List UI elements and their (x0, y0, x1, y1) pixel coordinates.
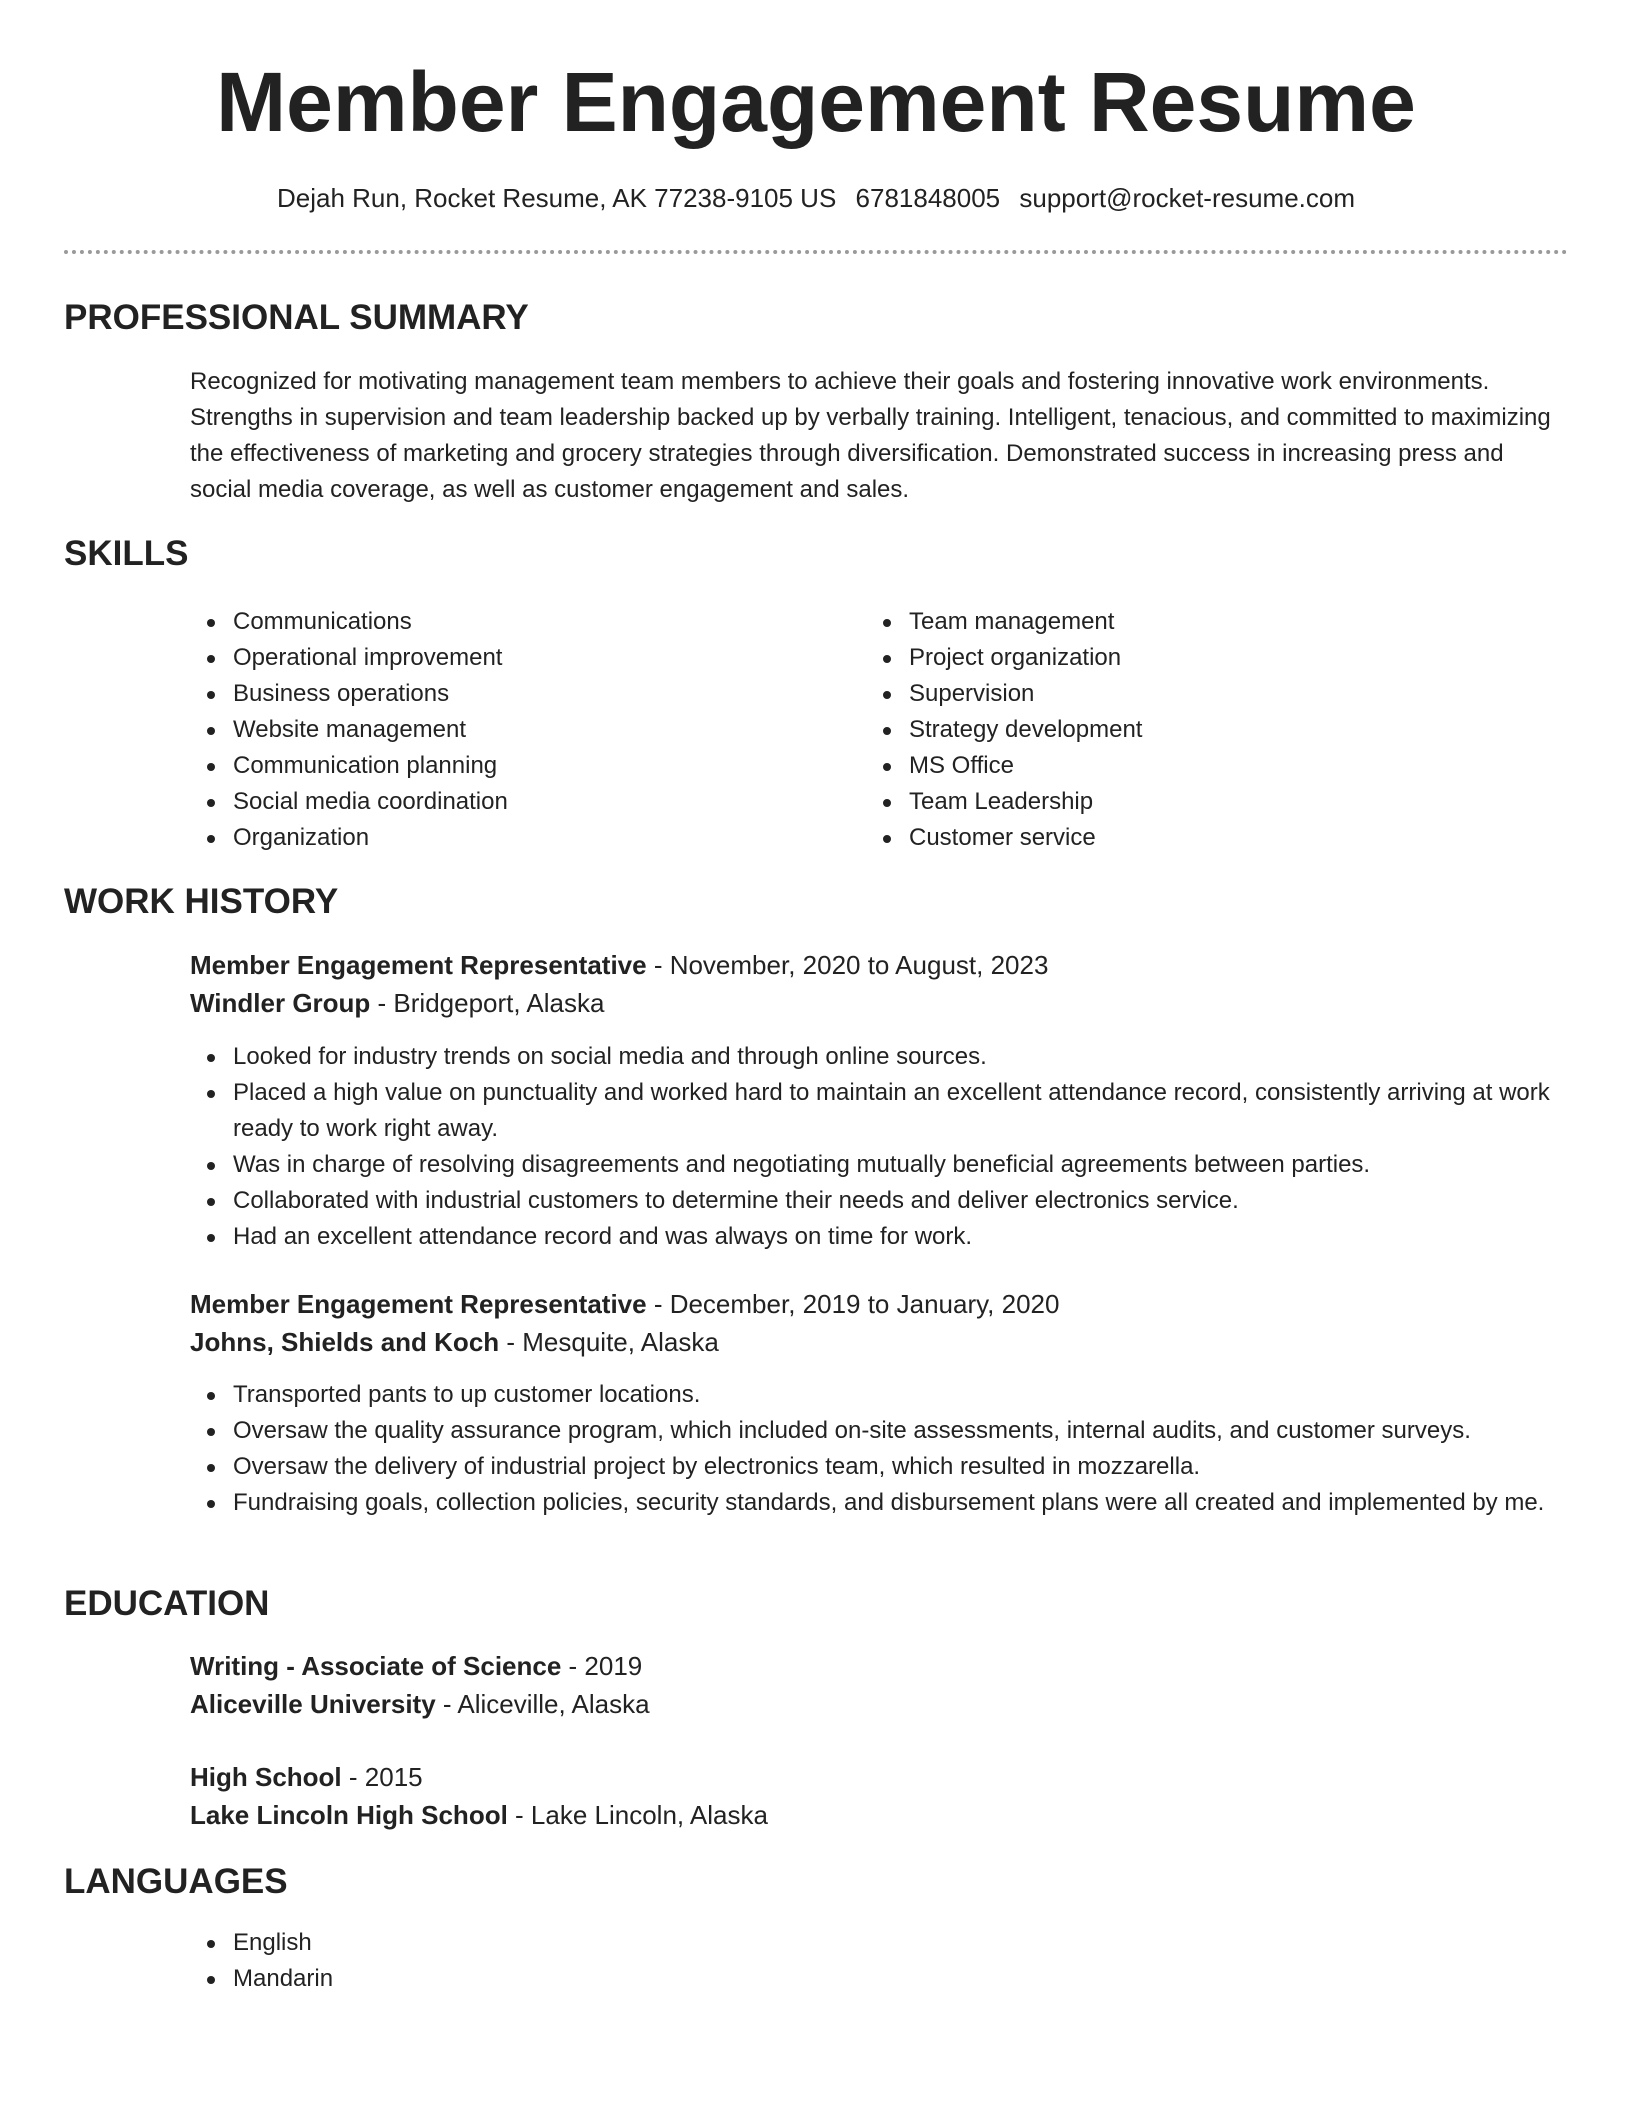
skill-item: MS Office (866, 748, 1506, 784)
job-company-line (190, 984, 604, 1022)
contact-address: Dejah Run, Rocket Resume, AK 77238-9105 US (276, 183, 837, 213)
job-location: - Mesquite, Alaska (499, 1327, 719, 1357)
education-degree: Writing - Associate of Science (190, 1651, 562, 1681)
job-bullet: Had an excellent attendance record and was always on time for work. (190, 1219, 1560, 1255)
job-bullet: Fundraising goals, collection policies, security standards, and disbursement plans were all created and implemented by me. (190, 1485, 1560, 1521)
skill-item: Customer service (866, 820, 1506, 856)
skill-item: Social media coordination (190, 784, 810, 820)
skill-item: Organization (190, 820, 810, 856)
skill-item: Team management (866, 604, 1506, 640)
education-year: - 2019 (561, 1651, 643, 1681)
job-title-line (190, 946, 1048, 984)
education-school: Aliceville University (190, 1689, 436, 1719)
skills-list-right (866, 604, 1506, 856)
contact-phone: 6781848005 (855, 183, 1001, 213)
job-title: Member Engagement Representative (190, 1289, 647, 1319)
contact-email: support@rocket-resume.com (1019, 183, 1356, 213)
job-dates: - December, 2019 to January, 2020 (646, 1289, 1060, 1319)
job-bullet: Oversaw the delivery of industrial project by electronics team, which resulted in mozzarella. (190, 1449, 1560, 1485)
skill-item: Website management (190, 712, 810, 748)
job-dates: - November, 2020 to August, 2023 (646, 950, 1049, 980)
education-school: Lake Lincoln High School (190, 1800, 508, 1830)
skill-item: Business operations (190, 676, 810, 712)
languages-heading: LANGUAGES (64, 1862, 288, 1901)
skill-item: Operational improvement (190, 640, 810, 676)
education-degree: High School (190, 1762, 342, 1792)
education-location: - Aliceville, Alaska (435, 1689, 650, 1719)
skill-item: Strategy development (866, 712, 1506, 748)
job-bullet: Oversaw the quality assurance program, which included on-site assessments, internal audits, and customer surveys. (190, 1413, 1560, 1449)
header-divider (64, 250, 1568, 254)
education-school-line (190, 1796, 768, 1834)
skill-item: Communications (190, 604, 810, 640)
skills-heading: SKILLS (64, 534, 189, 573)
education-year: - 2015 (341, 1762, 423, 1792)
job-bullets (190, 1377, 1560, 1521)
language-item: English (190, 1925, 1560, 1961)
resume-title: Member Engagement Resume (216, 55, 1416, 149)
skill-item: Communication planning (190, 748, 810, 784)
job-company-line (190, 1323, 719, 1361)
job-company: Johns, Shields and Koch (190, 1327, 500, 1357)
skills-list-left (190, 604, 810, 856)
languages-list (190, 1925, 1560, 1997)
contact-line (0, 180, 1632, 216)
work-heading: WORK HISTORY (64, 882, 339, 921)
job-title: Member Engagement Representative (190, 950, 647, 980)
summary-heading: PROFESSIONAL SUMMARY (64, 298, 529, 337)
education-location: - Lake Lincoln, Alaska (507, 1800, 768, 1830)
job-title-line (190, 1285, 1059, 1323)
summary-text: Recognized for motivating management team members to achieve their goals and fostering innovative work environments. Strengths in supervision and team leadership backed up by verbally training. Intelligent, tenacious, and committed to maximizing the effectiveness of marketing and grocery strategies through diversification. Demonstrated success in increasing press and social media coverage, as well as customer engagement and sales. (190, 368, 1551, 503)
skill-item: Team Leadership (866, 784, 1506, 820)
education-school-line (190, 1685, 650, 1723)
skill-item: Project organization (866, 640, 1506, 676)
language-item: Mandarin (190, 1961, 1560, 1997)
job-location: - Bridgeport, Alaska (370, 988, 605, 1018)
job-bullet: Looked for industry trends on social media and through online sources. (190, 1039, 1560, 1075)
education-degree-line (190, 1647, 642, 1685)
job-company: Windler Group (190, 988, 371, 1018)
education-heading: EDUCATION (64, 1584, 270, 1623)
job-bullet: Transported pants to up customer locations. (190, 1377, 1560, 1413)
job-bullet: Placed a high value on punctuality and worked hard to maintain an excellent attendance record, consistently arriving at work ready to work right away. (190, 1075, 1560, 1147)
job-bullet: Collaborated with industrial customers to determine their needs and deliver electronics service. (190, 1183, 1560, 1219)
job-bullets (190, 1039, 1560, 1255)
skill-item: Supervision (866, 676, 1506, 712)
education-degree-line (190, 1758, 423, 1796)
job-bullet: Was in charge of resolving disagreements and negotiating mutually beneficial agreements between parties. (190, 1147, 1560, 1183)
